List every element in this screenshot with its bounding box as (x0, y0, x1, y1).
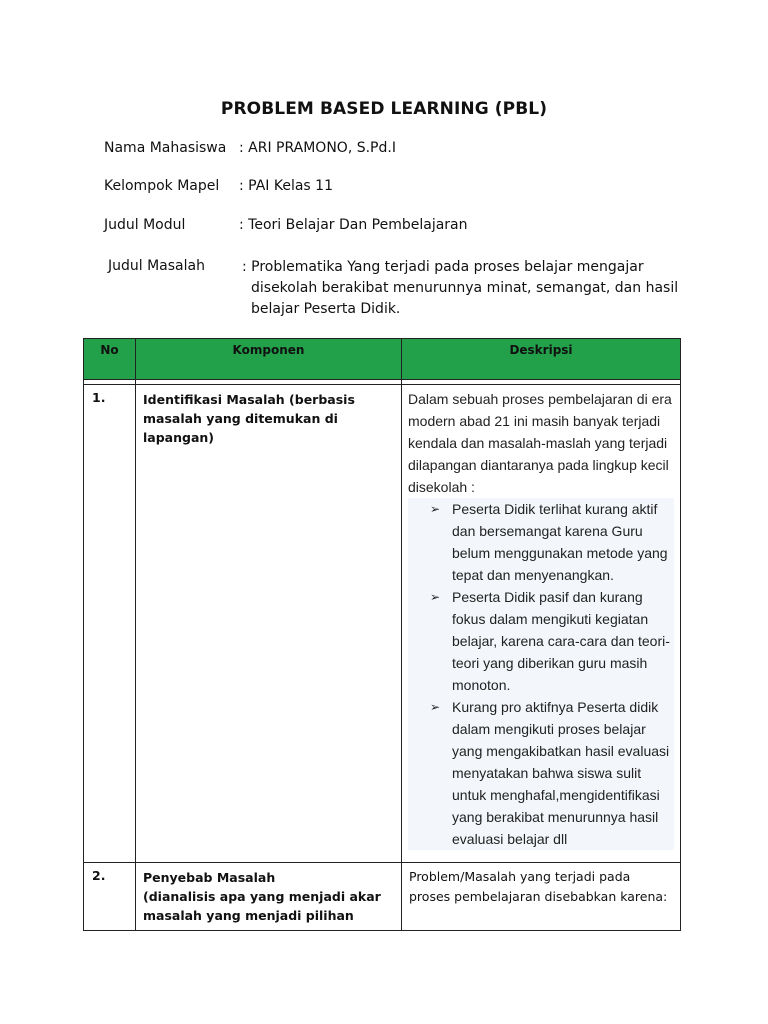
row1-komponen: Identifikasi Masalah (berbasis masalah yang ditemukan di lapangan) (136, 385, 402, 863)
row2-komponen-title: Penyebab Masalah (143, 870, 276, 885)
judul-masalah-line3: belajar Peserta Didik. (251, 301, 401, 317)
document-title: PROBLEM BASED LEARNING (PBL) (220, 99, 548, 119)
row2-komponen (136, 863, 402, 931)
bullet-text: Peserta Didik pasif dan kurang fokus dalam mengikuti kegiatan belajar, karena cara-cara dan teori-teori yang diberikan guru masih monoton. (452, 589, 670, 693)
judul-masalah-label: Judul Masalah (108, 258, 205, 274)
header-deskripsi: Deskripsi (402, 339, 681, 380)
row1-deskripsi (402, 385, 681, 863)
bullet-text: Kurang pro aktifnya Peserta didik dalam mengikuti proses belajar yang mengakibatkan hasil evaluasi menyatakan bahwa siswa sulit untuk menghafal,mengidentifikasi yang berakibat menurunnya hasil evaluasi belajar dll (452, 699, 670, 847)
row1-no: 1. (84, 385, 136, 863)
nama-label: Nama Mahasiswa (104, 140, 227, 156)
judul-masalah-line1: : Problematika Yang terjadi pada proses belajar mengajar (242, 259, 644, 275)
bullet-text: Peserta Didik terlihat kurang aktif dan bersemangat karena Guru belum menggunakan metode yang tepat dan menyenangkan. (452, 501, 668, 583)
list-item (430, 498, 674, 586)
meta-kelompok-row (104, 178, 664, 198)
table-header-row (84, 339, 681, 380)
judul-modul-value: : Teori Belajar Dan Pembelajaran (239, 217, 468, 233)
row1-intro: Dalam sebuah proses pembelajaran di era modern abad 21 ini masih banyak terjadi kendala dan masalah-maslah yang terjadi dilapangan diantaranya pada lingkup kecil disekolah : (408, 391, 672, 495)
pbl-table (83, 338, 681, 931)
meta-nama-row (104, 140, 664, 160)
judul-masalah-value (242, 257, 682, 320)
row2-deskripsi: Problem/Masalah yang terjadi pada proses pembelajaran disebabkan karena: (402, 863, 681, 931)
kelompok-value: : PAI Kelas 11 (239, 178, 333, 194)
judul-masalah-line2: disekolah berakibat menurunnya minat, semangat, dan hasil (251, 280, 679, 296)
arrowhead-bullet-icon: ➢ (430, 502, 441, 516)
header-komponen: Komponen (136, 339, 402, 380)
row1-bullet-list (408, 498, 674, 850)
nama-value: : ARI PRAMONO, S.Pd.I (239, 140, 396, 156)
row2-komponen-detail: (dianalisis apa yang menjadi akar masalah yang menjadi pilihan (143, 889, 381, 923)
arrowhead-bullet-icon: ➢ (430, 700, 441, 714)
list-item (430, 586, 674, 696)
list-item (430, 696, 674, 850)
arrowhead-bullet-icon: ➢ (430, 590, 441, 604)
table-row-1 (84, 385, 681, 863)
kelompok-label: Kelompok Mapel (104, 178, 220, 194)
meta-judul-modul-row (104, 217, 664, 237)
header-no: No (84, 339, 136, 380)
row2-no: 2. (84, 863, 136, 931)
table-row-2 (84, 863, 681, 931)
judul-modul-label: Judul Modul (104, 217, 186, 233)
